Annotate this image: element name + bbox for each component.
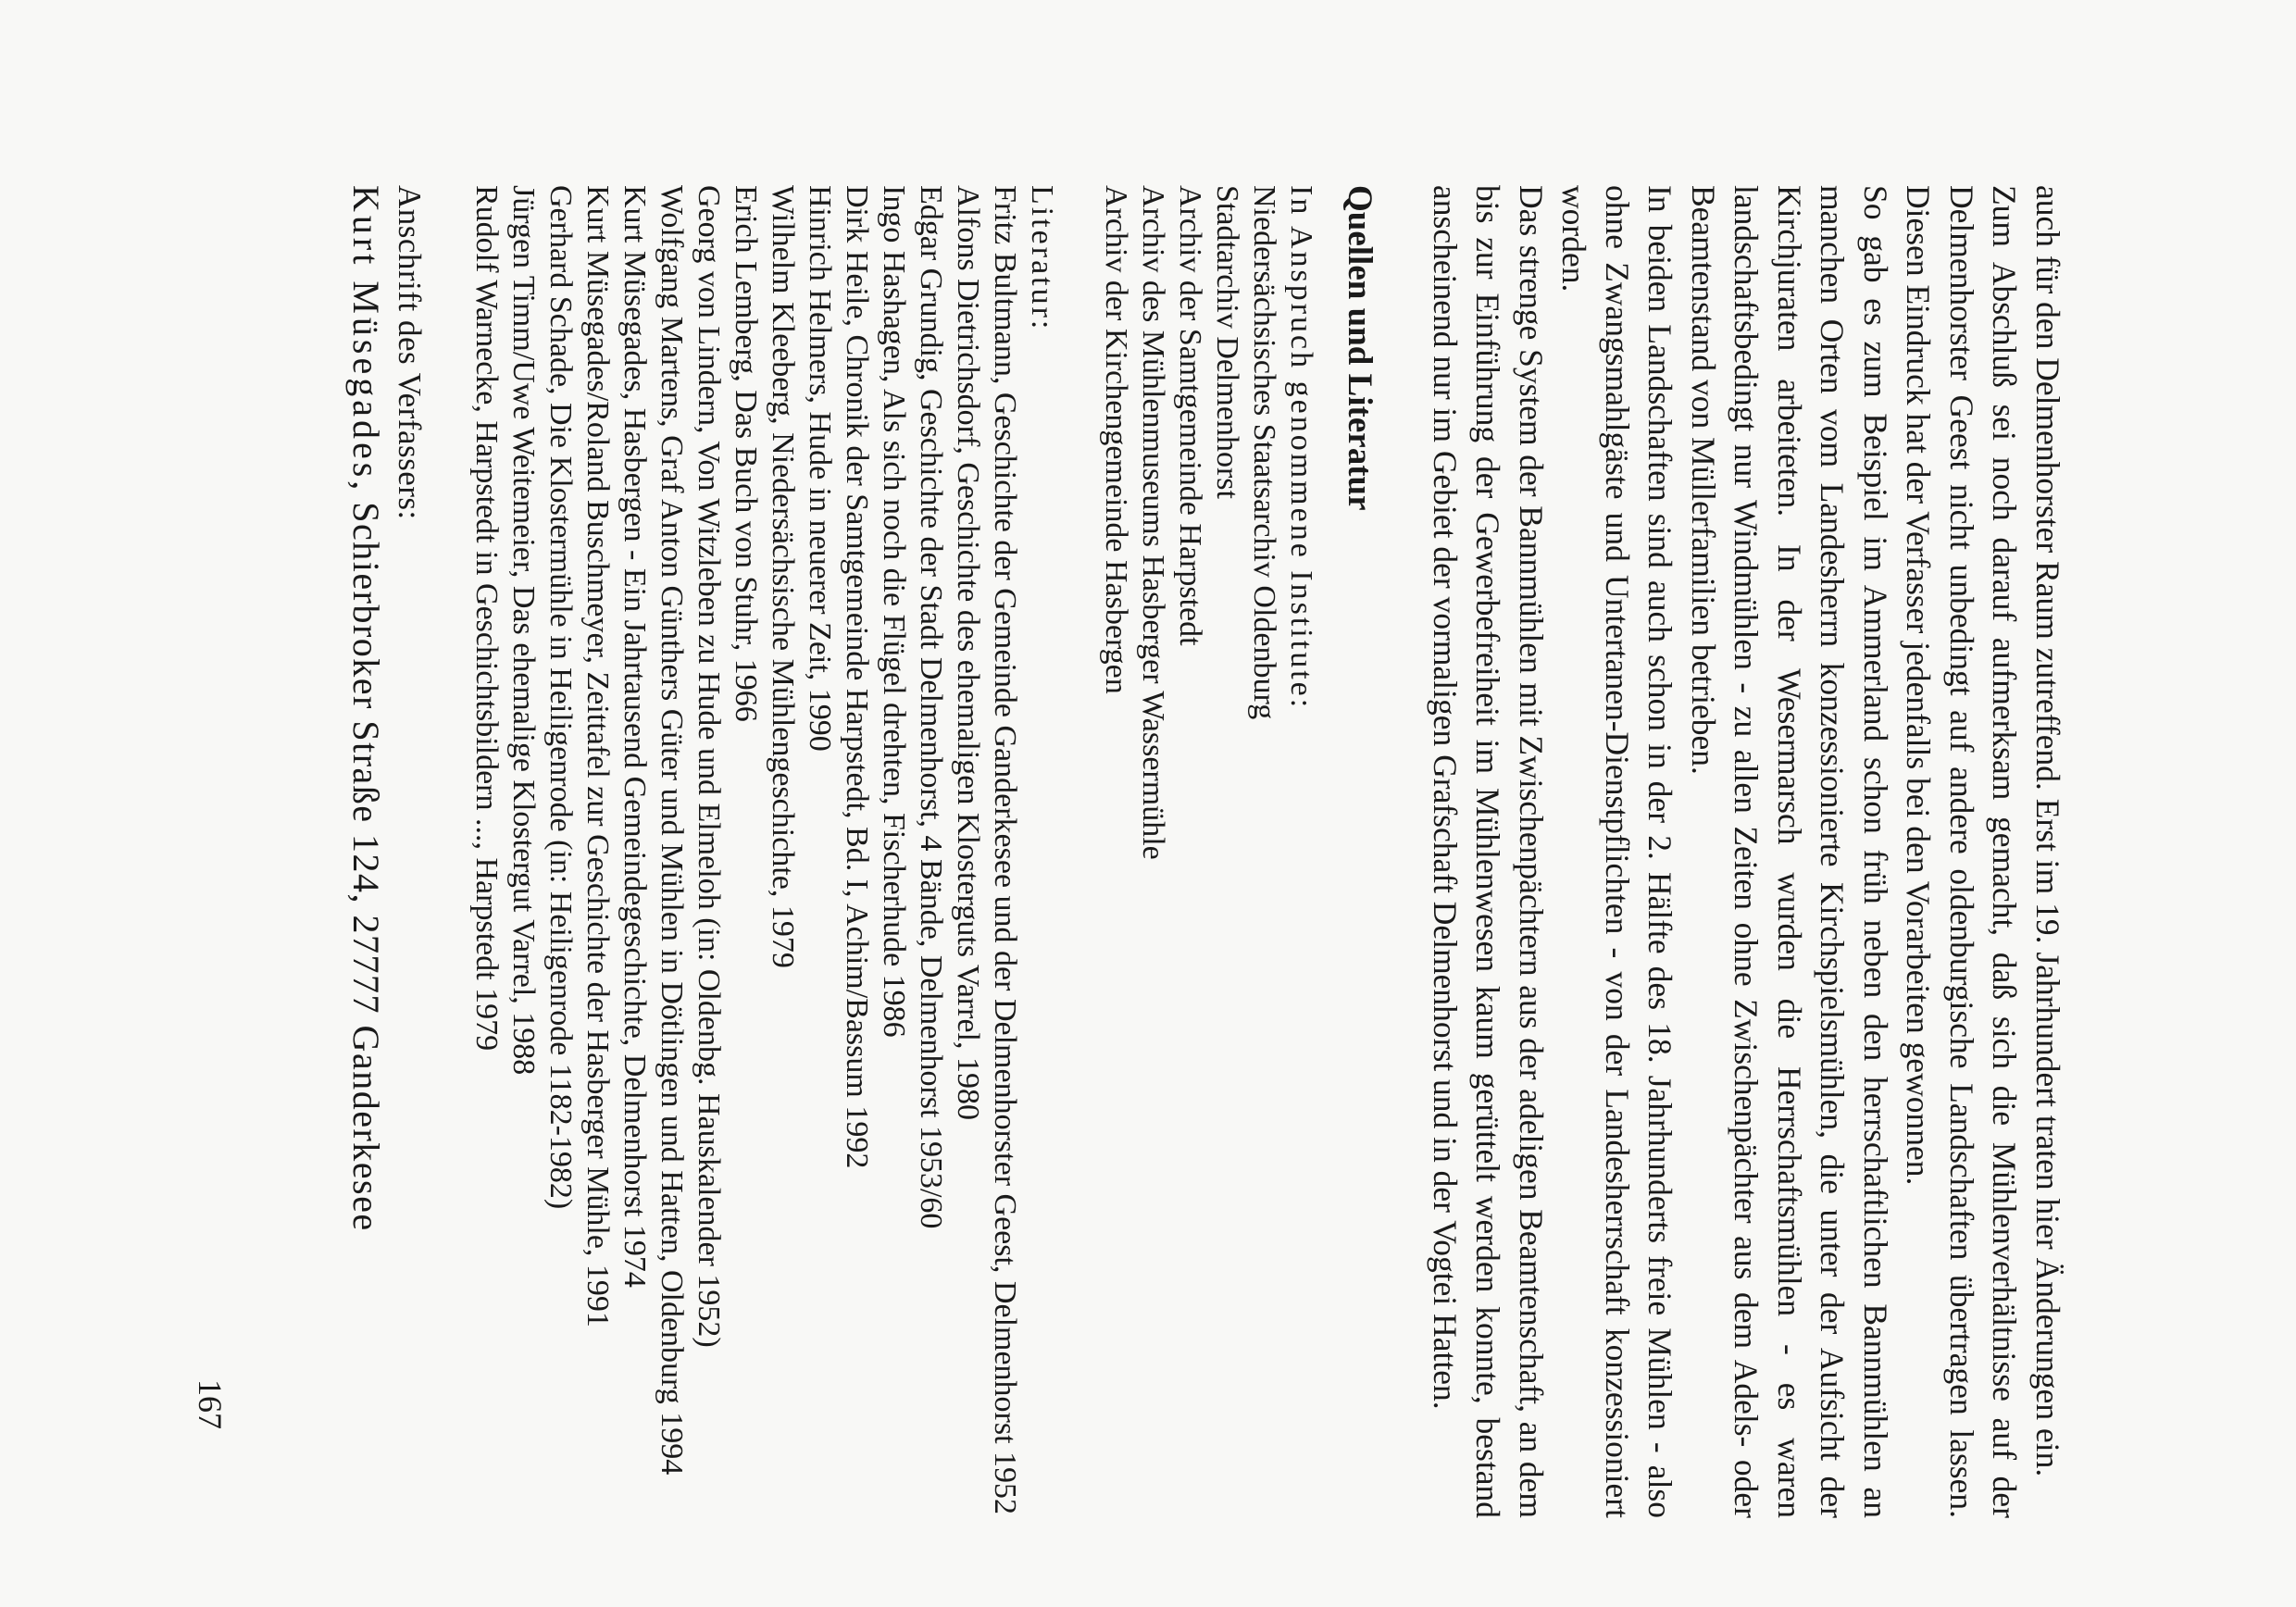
author-address-label: Anschrift des Verfassers: <box>392 185 429 520</box>
literature-item: Kurt Müsegades/Roland Buschmeyer, Zeittafel zur Geschichte der Hasberger Mühle, 1991 <box>580 185 616 1327</box>
body-paragraph: Das strenge System der Bannmühlen mit Zwischenpächtern aus der adeligen Beamtenschaft, an dem bis zur Einführung der Gewerbefreiheit im Mühlenwesen kaum gerüttelt werden konnte, bestand anscheinend nur im Gebiet der vormaligen Grafschaft Delmenhorst und in der Vogtei Hatten. <box>1427 185 1550 1518</box>
institute-item: Stadtarchiv Delmenhorst <box>1210 185 1245 499</box>
institute-item: Archiv der Kirchengemeinde Hasbergen <box>1099 185 1134 694</box>
spacer <box>1381 185 1424 1518</box>
body-paragraph: Zum Abschluß sei noch darauf aufmerksam gemacht, daß sich die Mühlenverhältnisse auf der Delmenhorster Geest nicht unbedingt auf andere oldenburgische Landschaften übertragen lassen. Diesen Eindruck hat der Verfasser jedenfalls bei den Vorarbeiten gewonnen. <box>1900 185 2024 1518</box>
literature-item: Edgar Grundig, Geschichte der Stadt Delmenhorst, 4 Bände, Delmenhorst 1953/60 <box>914 185 949 1229</box>
literature-label: Literatur: <box>1025 185 1060 332</box>
literature-item: Jürgen Timm/Uwe Weitemeier, Das ehemalige Klostergut Varrel, 1988 <box>506 185 542 1076</box>
literature-item: Erich Lemberg, Das Buch von Stuhr, 1966 <box>729 185 764 722</box>
literature-item: Wilhelm Kleeberg, Niedersächsische Mühlengeschichte, 1979 <box>766 185 801 968</box>
page-text <box>343 185 2069 1518</box>
literature-item: Hinrich Helmers, Hude in neuerer Zeit, 1990 <box>803 185 838 752</box>
body-paragraph: auch für den Delmenhorster Raum zutreffend. Erst im 19. Jahrhundert traten hier Änderungen ein. <box>2029 185 2066 1477</box>
institute-item: Archiv der Samtgemeinde Harpstedt <box>1173 185 1208 646</box>
literature-item: Alfons Dietrichsdorf, Geschichte des ehemaligen Klosterguts Varrel, 1980 <box>951 185 986 1120</box>
body-paragraph: So gab es zum Beispiel im Ammerland schon früh neben den herrschaftlichen Bannmühlen an manchen Orten vom Landesherrn konzessionierte Kirchspielsmühlen, die unter der Aufsicht der Kirchjuraten arbeiteten. In der Wesermarsch wurden die Herrschaftsmühlen - es waren landschaftsbedingt nur Windmühlen - zu allen Zeiten ohne Zwischenpächter aus dem Adels- oder Beamtenstand von Müllerfamilien betrieben. <box>1685 185 1894 1518</box>
author-name: Kurt Müsegades <box>345 185 387 481</box>
spacer <box>1061 185 1098 1518</box>
literature-item: Wolfgang Martens, Graf Anton Günthers Güter und Mühlen in Dötlingen und Hatten, Oldenburg 1994 <box>655 185 690 1476</box>
institutes-block <box>1098 185 1320 1518</box>
literature-item: Gerhard Schade, Die Klostermühle in Heiligenrode (in: Heiligenrode 1182-1982) <box>543 185 579 1210</box>
literature-item: Ingo Hashagen, Als sich noch die Flügel drehten, Fischerhude 1986 <box>877 185 912 1038</box>
spacer <box>1320 185 1339 1518</box>
section-heading: Quellen und Literatur <box>1341 185 1379 511</box>
page-number: 167 <box>192 1379 229 1429</box>
literature-item: Rudolf Warnecke, Harpstedt in Geschichtsbildern ..., Harpstedt 1979 <box>469 185 505 1052</box>
institutes-label: In Anspruch genommene Institute: <box>1284 185 1319 711</box>
literature-item: Georg von Lindern, Von Witzleben zu Hude und Elmeloh (in: Oldenbg. Hauskalender 1952) <box>692 185 727 1348</box>
literature-item: Kurt Müsegades, Hasbergen - Ein Jahrtausend Gemeindegeschichte, Delmenhorst 1974 <box>618 185 653 1288</box>
body-paragraph: In beiden Landschaften sind auch schon in der 2. Hälfte des 18. Jahrhunderts freie Mühlen - also ohne Zwangsmahlgäste und Untertanen-Dienstpflichten - von der Landesherrschaft konzessioniert worden. <box>1555 185 1679 1518</box>
author-address <box>343 185 388 1518</box>
literature-item: Dirk Heile, Chronik der Samtgemeinde Harpstedt, Bd. I, Achim/Bassum 1992 <box>840 185 875 1169</box>
spacer <box>431 185 468 1518</box>
literature-block <box>468 185 1061 1518</box>
institute-item: Archiv des Mühlenmuseums Hasberger Wassermühle <box>1136 185 1171 860</box>
literature-item: Fritz Bultmann, Geschichte der Gemeinde Ganderkesee und der Delmenhorster Geest, Delmenhorst 1952 <box>988 185 1023 1515</box>
author-street: , Schierbroker Straße 124, 27777 Ganderkesee <box>345 480 387 1232</box>
institute-item: Niedersächsisches Staatsarchiv Oldenburg <box>1247 185 1282 720</box>
